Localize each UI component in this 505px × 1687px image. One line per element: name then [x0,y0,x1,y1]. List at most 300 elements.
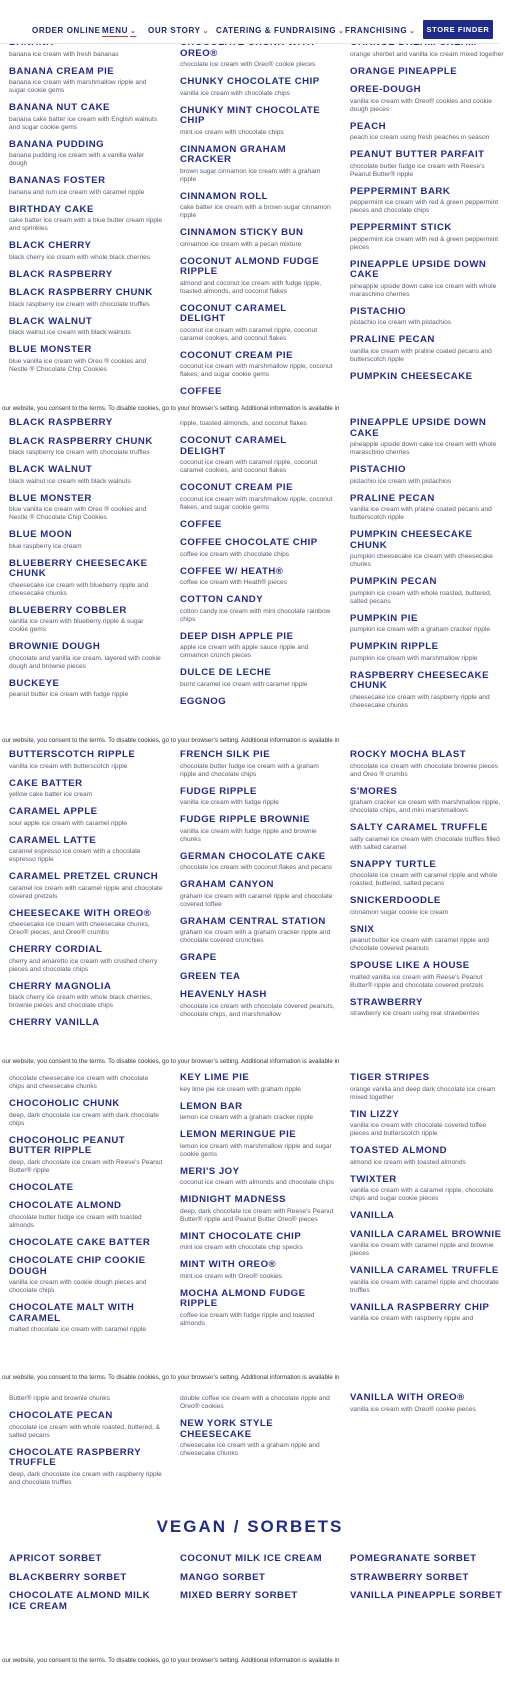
flavor-description: vanilla ice cream with chocolate chips [180,89,290,97]
flavor-name: GRAPE [180,952,217,963]
flavor-description: chocolate ice cream with whole roasted, buttered, & salted pecans [9,1423,161,1439]
flavor-item [350,1146,505,1167]
flavor-item [180,538,335,559]
flavor-description: key lime pie ice cream with graham ripple [180,1085,301,1093]
flavor-name: CARAMEL APPLE [9,806,98,817]
flavor-description: lemon ice cream with marshmallow ripple and sugar cookie gems [180,1142,332,1158]
flavor-description: cherry and amaretto ice cream with crushed cherry pieces and chocolate chips [9,957,158,973]
flavor-name: CARAMEL LATTE [9,834,97,846]
flavor-description: vanilla ice cream with caramel ripple and brownie pieces [350,1242,494,1257]
flavor-item [180,387,335,398]
chevron-down-icon: ⌄ [129,28,137,35]
flavor-description: blue vanilla ice cream with Oreo ® cookies and Nestle ® Chocolate Chip Cookies [9,357,147,373]
flavor-item [350,1266,505,1295]
flavor-description: banana and rum ice cream with caramel ripple [9,188,145,196]
flavor-item [9,140,164,169]
flavor-name: CHOCOLATE RASPBERRY TRUFFLE [9,1446,141,1468]
flavor-description: vanilla ice cream with a caramel ripple, chocolate chips and sugar cookie pieces [350,1187,494,1202]
flavor-item [350,642,505,663]
flavor-description: ripple, toasted almonds, and coconut flakes [180,420,307,427]
flavor-item [180,192,335,221]
flavor-description: coconut ice cream with almonds and chocolate chips [180,1179,334,1186]
flavor-item [350,223,505,252]
flavor-name: BANANA CREAM PIE [9,65,115,77]
flavor-item [350,1303,505,1324]
flavor-name: VANILLA CARAMEL BROWNIE [350,1228,502,1240]
flavor-item [9,103,164,132]
nav-menu[interactable]: MENU ⌄ [102,26,137,35]
nav-our-story[interactable]: OUR STORY ⌄ [148,26,209,35]
flavor-name: BLACK WALNUT [9,315,93,327]
flavor-item [9,241,164,262]
flavor-item [180,697,335,708]
flavor-item [180,750,335,779]
flavor-description: salty caramel ice cream with chocolate truffles filled with salted caramel [350,835,500,851]
flavor-item [9,437,164,458]
flavor-name: COCONUT ALMOND FUDGE RIPPLE [180,255,320,277]
flavor-name: KEY LIME PIE [180,1072,250,1083]
flavor-name: BLACK RASPBERRY [9,417,113,428]
flavor-description: black cherry ice cream with whole black cherries, brownie pieces and chocolate chips [9,994,152,1009]
flavor-description: graham ice cream with caramel ripple and chocolate covered toffee [180,892,333,908]
flavor-description: mint ice cream with chocolate chip specks [180,1244,303,1251]
flavor-item [180,1395,335,1411]
flavor-item [9,67,164,96]
flavor-description: chocolate ice cream with chocolate brownie pieces and Oreo ® crumbs [350,762,499,778]
flavor-column [180,750,335,1027]
nav-order-online[interactable]: ORDER ONLINE [32,26,101,35]
flavor-name: APRICOT SORBET [9,1553,102,1564]
flavor-description: cake batter ice cream with a brown sugar cinnamon ripple [180,204,331,219]
flavor-description: caramel espresso ice cream with a chocolate espresso ripple [9,848,141,863]
flavor-item [9,270,164,281]
flavor-description: yellow cake batter ice cream [9,791,93,798]
flavor-item [180,1289,335,1328]
flavor-description: orange vanilla and deep dark chocolate ice cream mixed together [350,1085,496,1101]
flavor-name: CHERRY VANILLA [9,1017,100,1028]
cookie-notice-bar: our website, you consent to the terms. To disable cookies, go to your browser’s setting. Additional information is available in [0,1055,500,1069]
vegan-sorbets-heading: VEGAN / SORBETS [156,1517,344,1536]
flavor-name: CHOCOHOLIC CHUNK [9,1098,120,1109]
flavor-item [180,1573,335,1584]
flavor-name: BLUEBERRY CHEESECAKE CHUNK [9,557,148,579]
flavor-item [350,418,505,457]
flavor-description: graham ice cream with a graham cracker ripple and chocolate covered crunchies [180,929,331,944]
flavor-name: BLACKBERRY SORBET [9,1571,127,1583]
nav-catering-fundraising[interactable]: CATERING & FUNDRAISING ⌄ [216,26,345,35]
flavor-description: deep, dark chocolate ice cream with raspberry ripple and chocolate truffles [9,1470,162,1486]
flavor-name: BLUE MOON [9,529,73,540]
flavor-name: LEMON BAR [180,1100,243,1112]
flavor-item [9,559,164,598]
flavor-description: banana ice cream with marshmallow ripple and sugar cookie gems [9,79,147,94]
flavor-name: PEPPERMINT STICK [350,222,452,233]
flavor-list-panel [0,417,500,734]
flavor-name: PISTACHIO [350,305,407,317]
flavor-name: MERI'S JOY [180,1165,240,1177]
flavor-description: peppermint ice cream with red & green peppermint pieces and chocolate chips [350,199,499,214]
flavor-name: GREEN TEA [180,970,241,982]
flavor-column [9,1073,164,1342]
flavor-description: vanilla ice cream with chocolate covered toffee pieces and butterscotch ripple [350,1122,487,1137]
flavor-item [9,176,164,197]
flavor-name: PISTACHIO [350,464,407,475]
flavor-item [9,642,164,671]
flavor-description: chocolate butter fudge ice cream with toasted almonds [9,1213,142,1229]
flavor-name: CARAMEL PRETZEL CRUNCH [9,871,159,882]
flavor-name: PUMPKIN PECAN [350,576,437,587]
flavor-item [350,372,505,383]
flavor-item [350,671,505,710]
chevron-down-icon: ⌄ [202,28,209,35]
flavor-item [350,860,505,889]
flavor-name: SNIX [350,923,375,935]
flavor-item [350,530,505,569]
flavor-item [180,77,335,98]
flavor-description: pistachio ice cream with pistachios [350,319,452,326]
flavor-description: coconut ice cream with caramel ripple, coconut caramel cookies, and coconut flakes [180,326,318,342]
flavor-item [180,436,335,475]
flavor-description: Butter® ripple and brownie chunks [9,1395,110,1402]
flavor-item [180,595,335,624]
flavor-item [180,1167,335,1188]
flavor-item [9,530,164,551]
flavor-description: chocolate ice cream with chocolate covered peanuts, chocolate chips, and marshmallow [180,1002,335,1018]
flavor-item [350,823,505,852]
flavor-description: peach ice cream using fresh peaches in season [350,134,490,141]
flavor-name: VANILLA CARAMEL TRUFFLE [350,1265,499,1276]
flavor-item [180,1195,335,1224]
flavor-item [350,896,505,917]
flavor-name: PINEAPPLE UPSIDE DOWN CAKE [350,417,487,439]
flavor-item [350,1573,505,1584]
flavor-item [180,668,335,689]
flavor-description: almond and coconut ice cream with fudge ripple, toasted almonds, and coconut flakes [180,279,322,295]
flavor-item [180,228,335,249]
flavor-description: coffee ice cream with fudge ripple and toasted almonds [180,1311,315,1327]
flavor-item [350,494,505,523]
flavor-item [9,288,164,309]
flavor-description: strawberry ice cream using real strawberries [350,1010,480,1017]
flavor-name: PUMPKIN PIE [350,612,418,624]
flavor-item [9,1395,164,1403]
flavor-description: banana ice cream with fresh bananas [9,50,119,58]
flavor-item [9,465,164,486]
flavor-name: PRALINE PECAN [350,492,435,504]
flavor-item [180,1130,335,1159]
flavor-description: vanilla ice cream with blueberry ripple & sugar cookie gems [9,618,144,633]
flavor-item [350,787,505,816]
flavor-description: chocolate cheesecake ice cream with chocolate chips and cheesecake chunks [9,1075,149,1090]
flavor-name: EGGNOG [180,695,227,707]
flavor-name: COCONUT CREAM PIE [180,482,293,493]
flavor-name: BLACK RASPBERRY CHUNK [9,435,153,447]
flavor-column [9,418,164,707]
flavor-name: BANANA PUDDING [9,138,105,150]
flavor-description: pumpkin ice cream with whole roasted, buttered, salted pecans [350,589,492,605]
flavor-item [180,632,335,661]
flavor-column [350,1073,505,1331]
flavor-item [180,852,335,873]
flavor-item [9,1018,164,1029]
flavor-description: graham cracker ice cream with marshmallow ripple, chocolate chips, and mini marshmallows [350,799,501,814]
flavor-item [9,1554,164,1565]
flavor-column [9,38,164,382]
flavor-description: cake batter ice cream with a blue butter cream ripple and sprinkles [9,217,163,232]
flavor-name: COCONUT CARAMEL DELIGHT [180,302,287,324]
flavor-item [180,1073,335,1094]
flavor-item [9,909,164,938]
vegan-flavor-list [0,1553,503,1650]
flavor-name: PUMPKIN CHEESECAKE [350,370,473,382]
flavor-item [350,1073,505,1102]
flavor-name: CINNAMON STICKY BUN [180,227,304,238]
flavor-name: GRAHAM CENTRAL STATION [180,915,326,927]
flavor-description: vanilla ice cream with praline coated pecans and butterscotch ripple [350,347,492,363]
flavor-description: vanilla ice cream with caramel ripple and chocolate truffles [350,1278,499,1294]
flavor-name: COFFEE W/ HEATH® [180,565,284,577]
flavor-name: BLACK RASPBERRY CHUNK [9,287,153,298]
flavor-name: BLUE MONSTER [9,492,92,504]
flavor-name: BLACK CHERRY [9,240,92,251]
flavor-name: COFFEE [180,518,222,530]
flavor-description: cinnamon sugar cookie ice cream [350,908,449,916]
flavor-description: brown sugar cinnamon ice cream with a graham ripple [180,167,321,183]
flavor-item [9,679,164,700]
flavor-name: PRALINE PECAN [350,334,435,345]
flavor-item [9,1099,164,1128]
flavor-name: COCONUT CREAM PIE [180,349,293,361]
flavor-item [9,1201,164,1230]
flavor-item [9,807,164,828]
nav-franchising[interactable]: FRANCHISING ⌄ [345,26,416,35]
flavor-name: CINNAMON GRAHAM CRACKER [180,143,287,165]
flavor-name: TWIXTER [350,1173,397,1185]
flavor-item [9,945,164,974]
flavor-description: vanilla ice cream with Oreo® cookies and cookie dough pieces [350,97,492,113]
flavor-column [180,38,335,406]
flavor-description: cheesecake ice cream with cheesecake chunks, Oreo® pieces, and Oreo® crumbs [9,921,150,936]
flavor-name: PINEAPPLE UPSIDE DOWN CAKE [350,258,487,280]
flavor-description: apple ice cream with apple sauce ripple and cinnamon crunch pieces [180,644,309,659]
flavor-name: BUCKEYE [9,677,60,689]
flavor-name: CHOCOLATE CAKE BATTER [9,1236,151,1248]
flavor-name: ORANGE PINEAPPLE [350,65,458,77]
flavor-description: mint ice cream with chocolate chips [180,128,284,136]
flavor-item [9,1411,164,1440]
flavor-name: VANILLA PINEAPPLE SORBET [350,1590,503,1601]
flavor-item [9,750,164,771]
flavor-column [350,38,505,390]
flavor-item [180,1260,335,1281]
flavor-name: BLUEBERRY COBBLER [9,604,127,616]
flavor-item [350,1591,505,1602]
flavor-item [9,345,164,374]
flavor-item [350,85,505,114]
flavor-description: deep, dark chocolate ice cream with Reese's Peanut Butter® ripple [9,1158,163,1174]
flavor-name: SALTY CARAMEL TRUFFLE [350,822,488,833]
flavor-description: chocolate and vanilla ice cream, layered with cookie dough and brownie pieces [9,654,161,670]
flavor-name: CHEESECAKE WITH OREO® [9,907,152,919]
flavor-description: pineapple upside down cake ice cream with whole maraschino cherries [350,282,497,298]
flavor-name: LEMON MERINGUE PIE [180,1129,297,1140]
flavor-item [9,982,164,1011]
flavor-name: POMEGRANATE SORBET [350,1553,477,1564]
flavor-description: coconut ice cream with marshmallow ripple, coconut flakes, and sugar cookie gems [180,495,333,511]
flavor-item [180,567,335,588]
flavor-item [180,304,335,343]
flavor-item [350,998,505,1019]
flavor-description: deep, dark chocolate ice cream with Reese's Peanut Butter® ripple and Peanut Butter Oreo® pieces [180,1207,334,1223]
flavor-item [9,1136,164,1175]
flavor-description: lemon ice cream with a graham cracker ripple [180,1114,314,1121]
flavor-column [9,1554,164,1620]
cookie-notice-bar: our website, you consent to the terms. To disable cookies, go to your browser’s setting. Additional information is available in [0,1371,500,1385]
flavor-description: deep, dark chocolate ice cream with dark chocolate chips [9,1111,159,1127]
flavor-item [9,606,164,635]
flavor-name: TIN LIZZY [350,1108,400,1120]
flavor-column [350,750,505,1026]
flavor-name: BANANAS FOSTER [9,175,106,186]
flavor-name: FUDGE RIPPLE [180,785,257,797]
flavor-column [9,750,164,1037]
flavor-description: pineapple upside down cake ice cream with whole maraschino cherries [350,441,497,456]
flavor-name: CHERRY CORDIAL [9,944,103,955]
flavor-item [180,1419,335,1458]
flavor-name: CHOCOLATE ALMOND [9,1200,122,1211]
flavor-description: black walnut ice cream with black walnuts [9,477,131,485]
flavor-description: cheesecake ice cream with blueberry ripple and cheesecake chunks [9,581,149,597]
flavor-description: malted vanilla ice cream with Reese's Peanut Butter® ripple and chocolate covered pretzels [350,973,484,989]
flavor-name: FRENCH SILK PIE [180,749,271,760]
flavor-item [9,1448,164,1487]
flavor-name: CHOCOLATE MALT WITH CARAMEL [9,1302,135,1324]
flavor-description: double coffee ice cream with a chocolate ripple and Oreo® cookies [180,1395,330,1410]
flavor-description: coffee ice cream with Heath® pieces [180,579,287,586]
flavor-name: CHOCOLATE CHIP COOKIE DOUGH [9,1255,146,1277]
flavor-item [180,351,335,380]
flavor-description: orange sherbet and vanilla ice cream mixed together [350,50,504,58]
flavor-item [9,1591,164,1612]
flavor-item [180,990,335,1019]
flavor-name: CHOCOLATE ALMOND MILK ICE CREAM [9,1590,151,1612]
flavor-item [350,1230,505,1259]
flavor-column [180,1554,335,1610]
flavor-name: COCONUT MILK ICE CREAM [180,1553,323,1564]
flavor-item [180,972,335,983]
flavor-item [180,106,335,137]
flavor-description: black raspberry ice cream with chocolate truffles [9,300,150,308]
flavor-name: SNICKERDOODLE [350,895,441,906]
flavor-description: coconut ice cream with marshmallow ripple, coconut flakes, and sugar cookie gems [180,363,333,378]
flavor-description: peppermint ice cream with red & green peppermint pieces [350,235,499,251]
flavor-name: OREE-DOUGH [350,84,422,95]
flavor-description: pumpkin cheesecake ice cream with cheesecake chunks [350,553,493,568]
flavor-item [9,1256,164,1295]
flavor-name: MINT WITH OREO® [180,1259,277,1270]
flavor-name: COCONUT CARAMEL DELIGHT [180,435,287,457]
flavor-item [180,1102,335,1123]
flavor-item [9,494,164,523]
flavor-name: MIDNIGHT MADNESS [180,1194,287,1205]
flavor-item [350,465,505,486]
flavor-name: CHUNKY CHOCOLATE CHIP [180,76,320,87]
flavor-item [350,307,505,328]
flavor-name: DEEP DISH APPLE PIE [180,630,294,642]
flavor-name: TIGER STRIPES [350,1072,430,1083]
flavor-list-panel [0,749,501,1055]
chevron-down-icon: ⌄ [409,28,416,35]
flavor-item [350,925,505,954]
flavor-name: HEAVENLY HASH [180,989,267,1000]
flavor-item [180,1232,335,1253]
flavor-name: NEW YORK STYLE CHEESECAKE [180,1418,274,1440]
flavor-name: FUDGE RIPPLE BROWNIE [180,814,310,825]
flavor-name: PUMPKIN RIPPLE [350,641,439,652]
flavor-description: cheesecake ice cream with a graham ripple and cheesecake chunks [180,1442,320,1457]
flavor-description: cinnamon ice cream with a pecan mixture [180,240,302,248]
flavor-item [9,1573,164,1584]
store-finder-button[interactable]: STORE FINDER [423,20,493,39]
flavor-description: burnt caramel ice cream with caramel ripple [180,680,308,688]
flavor-item [350,1110,505,1139]
flavor-description: blue raspberry ice cream [9,542,82,550]
flavor-description: chocolate ice cream with Oreo® cookie pieces [180,61,316,68]
flavor-description: vanilla ice cream with Oreo® cookie pieces [350,1405,476,1413]
flavor-description: peanut butter ice cream with fudge ripple [9,691,129,698]
flavor-description: sour apple ice cream with caramel ripple [9,819,128,827]
flavor-column [180,418,335,715]
flavor-item [180,1554,335,1565]
flavor-name: RASPBERRY CHEESECAKE CHUNK [350,669,490,691]
flavor-item [180,145,335,184]
flavor-item [9,317,164,338]
flavor-item [9,418,164,429]
flavor-item [350,150,505,179]
flavor-name: MOCHA ALMOND FUDGE RIPPLE [180,1287,306,1309]
flavor-name: MINT CHOCOLATE CHIP [180,1230,302,1242]
flavor-item [180,520,335,531]
flavor-item [350,187,505,216]
flavor-description: pumpkin ice cream with marshmallow ripple [350,654,478,662]
flavor-name: MIXED BERRY SORBET [180,1590,298,1601]
chevron-down-icon: ⌄ [338,28,345,35]
flavor-description: vanilla ice cream with fudge ripple [180,799,279,806]
flavor-item [9,872,164,901]
flavor-name: CINNAMON ROLL [180,190,269,202]
flavor-name: CHUNKY MINT CHOCOLATE CHIP [180,104,321,126]
cookie-notice-bar: our website, you consent to the terms. To disable cookies, go to your browser’s setting. Additional information is available in [0,734,500,748]
flavor-column [180,1073,335,1336]
flavor-name: GRAHAM CANYON [180,879,274,890]
flavor-list-panel [0,44,504,402]
flavor-name: COFFEE [180,386,222,397]
flavor-description: pistachio ice cream with pistachios [350,477,452,485]
flavor-item [9,1075,164,1091]
flavor-description: chocolate ice cream with caramel ripple and whole roasted, buttered, salted pecans [350,872,498,887]
flavor-item [350,335,505,364]
flavor-name: BLACK RASPBERRY [9,268,113,280]
flavor-item [180,815,335,844]
flavor-name: TOASTED ALMOND [350,1145,448,1156]
flavor-description: vanilla ice cream with cookie dough pieces and chocolate chips [9,1279,147,1294]
flavor-description: black walnut ice cream with black walnuts [9,329,131,336]
flavor-name: PEANUT BUTTER PARFAIT [350,149,485,160]
flavor-item [9,205,164,234]
flavor-item [350,1175,505,1204]
flavor-name: DULCE DE LECHE [180,667,272,678]
flavor-description: vanilla ice cream with raspberry ripple and [350,1315,474,1322]
